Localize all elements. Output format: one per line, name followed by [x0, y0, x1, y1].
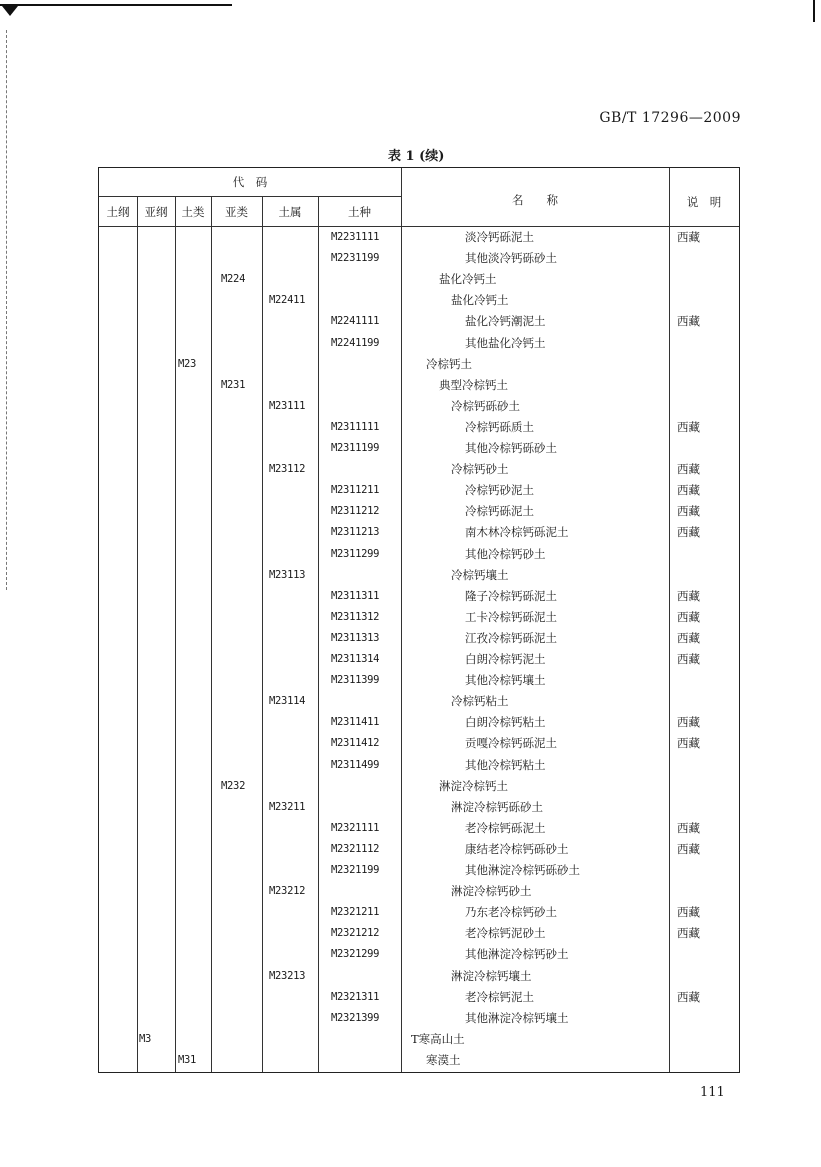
soil-classification-table	[98, 167, 740, 1073]
row-code: M2311211	[331, 484, 380, 497]
header-subgroup: 亚类	[225, 205, 248, 219]
row-code: M2311312	[331, 610, 380, 623]
row-note: 西藏	[677, 630, 700, 645]
header-note: 说 明	[686, 195, 722, 209]
row-code: M231	[221, 378, 246, 391]
row-name: 典型冷棕钙土	[439, 377, 508, 392]
row-name: 其他冷棕钙砂土	[465, 546, 546, 561]
row-note: 西藏	[677, 588, 700, 603]
row-name: T寒高山土	[411, 1031, 465, 1046]
row-note: 西藏	[677, 525, 700, 540]
row-code: M2231111	[331, 231, 380, 243]
row-code: M2311212	[331, 505, 380, 518]
row-code: M2321399	[331, 1011, 380, 1024]
row-note: 西藏	[677, 715, 700, 730]
row-code: M23111	[269, 399, 306, 412]
row-code: M2321299	[331, 948, 380, 961]
row-name: 冷棕钙砂泥土	[465, 483, 534, 498]
row-code: M2311213	[331, 526, 380, 539]
row-code: M31	[178, 1053, 197, 1066]
row-name: 其他盐化冷钙土	[465, 335, 546, 350]
row-name: 淋淀冷棕钙砂土	[451, 884, 532, 899]
row-name: 冷棕钙砂土	[451, 462, 509, 477]
row-code: M2311111	[331, 420, 380, 433]
row-name: 冷棕钙粘土	[451, 694, 509, 709]
column-line	[262, 196, 263, 1072]
row-note: 西藏	[677, 736, 700, 751]
scan-artifact-bar	[0, 4, 232, 6]
row-name: 其他淋淀冷棕钙壤土	[465, 1010, 569, 1025]
row-code: M23211	[269, 800, 306, 813]
row-code: M2241199	[331, 336, 380, 349]
row-code: M22411	[269, 294, 306, 307]
row-name: 淋淀冷棕钙土	[439, 778, 508, 793]
row-note: 西藏	[677, 483, 700, 498]
header-order: 土纲	[106, 205, 130, 219]
row-code: M3	[139, 1032, 152, 1045]
header-bottom-line	[99, 226, 739, 227]
row-name: 冷棕钙砾砂土	[451, 398, 520, 413]
row-name: 淡冷钙砾泥土	[465, 230, 534, 244]
row-code: M232	[221, 779, 246, 792]
scan-artifact-right	[813, 0, 815, 22]
row-code: M23113	[269, 568, 306, 581]
row-name: 盐化冷钙土	[451, 293, 509, 308]
row-name: 江孜冷棕钙砾泥土	[465, 630, 557, 645]
row-code: M2311411	[331, 716, 380, 729]
scan-artifact-edge	[6, 30, 8, 590]
row-name: 老冷棕钙砾泥土	[465, 820, 546, 835]
row-name: 冷棕钙土	[426, 356, 472, 371]
header-name: 名 称	[512, 193, 558, 207]
header-divider	[99, 196, 401, 197]
row-code: M2321211	[331, 906, 380, 919]
row-note: 西藏	[677, 314, 700, 329]
row-note: 西藏	[677, 609, 700, 624]
row-code: M2321212	[331, 927, 380, 940]
row-code: M2321112	[331, 842, 380, 855]
row-name: 淋淀冷棕钙壤土	[451, 968, 532, 983]
row-code: M2311313	[331, 631, 380, 644]
row-code: M224	[221, 273, 246, 286]
row-name: 冷棕钙砾泥土	[465, 504, 534, 519]
row-name: 老冷棕钙泥砂土	[465, 926, 546, 941]
row-name: 冷棕钙壤土	[451, 567, 509, 582]
row-note: 西藏	[677, 820, 700, 835]
row-code: M2311499	[331, 758, 380, 771]
row-name: 白朗冷棕钙泥土	[465, 652, 546, 666]
row-name: 寒漠土	[426, 1052, 461, 1067]
row-code: M2321199	[331, 864, 380, 876]
page-number: 111	[700, 1085, 725, 1100]
row-code: M23114	[269, 695, 306, 708]
row-note: 西藏	[677, 652, 700, 666]
column-line	[175, 196, 176, 1072]
row-name: 其他淡冷钙砾砂土	[465, 251, 557, 266]
row-code: M2311299	[331, 547, 380, 560]
row-name: 其他冷棕钙壤土	[465, 673, 546, 688]
row-code: M2311412	[331, 737, 380, 750]
row-note: 西藏	[677, 419, 700, 434]
header-series: 土种	[348, 205, 371, 219]
row-code: M2311199	[331, 442, 380, 454]
row-code: M2231199	[331, 252, 380, 265]
header-family: 土属	[278, 205, 302, 219]
row-code: M2321311	[331, 990, 380, 1003]
row-name: 盐化冷钙土	[439, 272, 497, 287]
row-name: 淋淀冷棕钙砾砂土	[451, 799, 543, 814]
standard-number: GB/T 17296—2009	[599, 110, 741, 126]
header-suborder: 亚纲	[144, 205, 168, 219]
row-note: 西藏	[677, 504, 700, 519]
header-group: 土类	[181, 205, 205, 219]
row-code: M23212	[269, 885, 306, 898]
column-line	[669, 168, 670, 1072]
row-name: 其他冷棕钙粘土	[465, 757, 546, 772]
row-name: 白朗冷棕钙粘土	[465, 715, 546, 730]
column-line	[318, 196, 319, 1072]
row-note: 西藏	[677, 926, 700, 941]
row-code: M2311399	[331, 674, 380, 687]
row-note: 西藏	[677, 989, 700, 1004]
table-caption: 表 1 (续)	[388, 149, 445, 164]
row-code: M23213	[269, 969, 306, 982]
row-name: 康结老冷棕钙砾砂土	[465, 841, 569, 856]
row-code: M2311311	[331, 589, 380, 602]
row-name: 冷棕钙砾质土	[465, 419, 534, 434]
row-note: 西藏	[677, 905, 700, 920]
header-code-group: 代 码	[232, 175, 268, 189]
row-name: 其他淋淀冷棕钙砾砂土	[465, 863, 580, 877]
row-code: M2321111	[331, 821, 380, 834]
row-name: 工卡冷棕钙砾泥土	[465, 609, 557, 624]
row-name: 其他冷棕钙砾砂土	[465, 441, 557, 455]
scan-artifact-mark	[2, 6, 18, 16]
row-note: 西藏	[677, 230, 700, 244]
row-note: 西藏	[677, 462, 700, 477]
row-name: 乃东老冷棕钙砂土	[465, 905, 557, 920]
row-name: 老冷棕钙泥土	[465, 989, 534, 1004]
row-name: 盐化冷钙潮泥土	[465, 314, 546, 329]
row-code: M23112	[269, 463, 306, 476]
row-name: 隆子冷棕钙砾泥土	[465, 588, 557, 603]
row-name: 南木林冷棕钙砾泥土	[465, 525, 569, 540]
column-line	[401, 168, 402, 1072]
column-line	[211, 196, 212, 1072]
row-code: M23	[178, 357, 197, 370]
row-name: 其他淋淀冷棕钙砂土	[465, 947, 569, 962]
row-code: M2241111	[331, 315, 380, 328]
column-line	[137, 196, 138, 1072]
row-code: M2311314	[331, 653, 380, 665]
row-name: 贡嘎冷棕钙砾泥土	[465, 736, 557, 751]
row-note: 西藏	[677, 841, 700, 856]
